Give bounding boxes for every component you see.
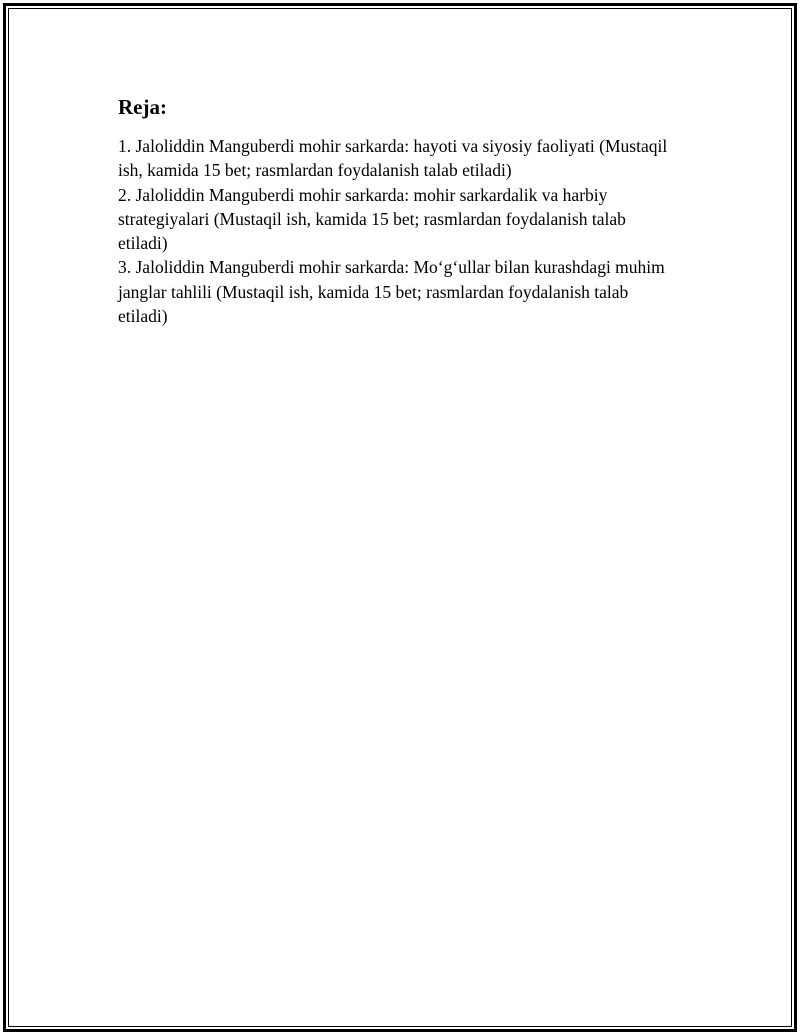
- plan-item-1: 1. Jaloliddin Manguberdi mohir sarkarda: hayoti va siyosiy faoliyati (Mustaqil ish, kamida 15 bet; rasmlardan foydalanish talab etiladi): [118, 136, 668, 181]
- plan-heading: Reja:: [118, 95, 167, 119]
- plan-item-2: 2. Jaloliddin Manguberdi mohir sarkarda: mohir sarkardalik va harbiy strategiyalari (Mustaqil ish, kamida 15 bet; rasmlardan foydalanish talab etiladi): [118, 184, 626, 254]
- plan-item-3: 3. Jaloliddin Manguberdi mohir sarkarda: Moʻgʻullar bilan kurashdagi muhim janglar tahlili (Mustaqil ish, kamida 15 bet; rasmlardan foydalanish talab etiladi): [118, 257, 665, 327]
- document-body: [118, 94, 678, 328]
- plan-list: [118, 134, 678, 328]
